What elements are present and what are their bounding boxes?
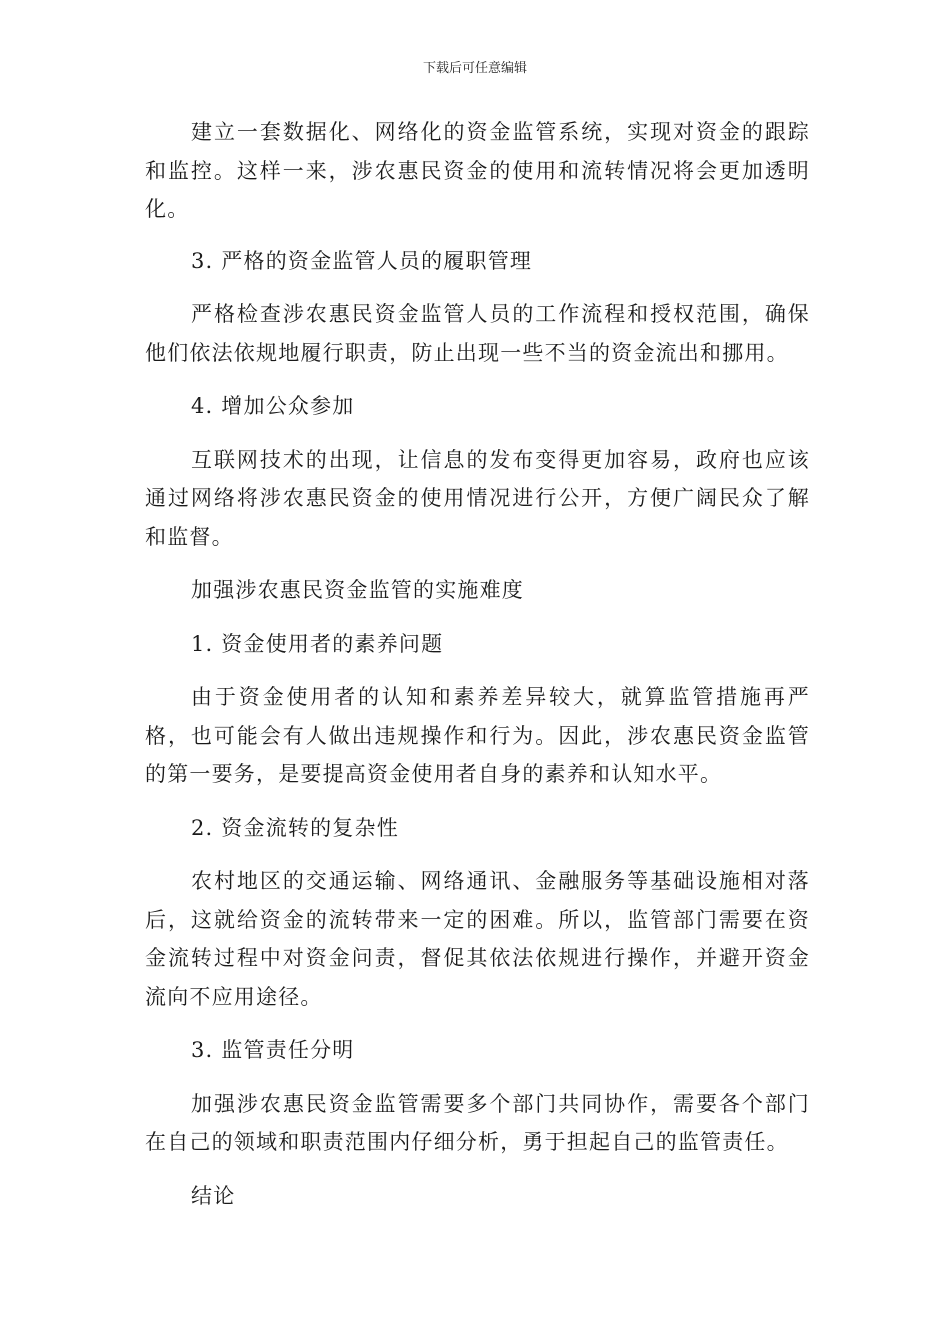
section-heading-responsibility: 3. 监管责任分明 [191, 1038, 355, 1062]
document-body [145, 113, 810, 1215]
page-header: 下载后可任意编辑 [422, 61, 527, 76]
section-heading-difficulties: 加强涉农惠民资金监管的实施难度 [191, 578, 524, 602]
paragraph-user-literacy: 由于资金使用者的认知和素养差异较大，就算监管措施再严格，也可能会有人做出违规操作和行为。因此，涉农惠民资金监管的第一要务，是要提高资金使用者自身的素养和认知水平。 [145, 685, 810, 786]
section-heading-user-literacy: 1. 资金使用者的素养问题 [191, 631, 444, 656]
paragraph-fund-complexity: 农村地区的交通运输、网络通讯、金融服务等基础设施相对落后，这就给资金的流转带来一定的困难。所以，监管部门需要在资金流转过程中对资金问责，督促其依法依规进行操作，并避开资金流向不应用途径。 [145, 869, 810, 1009]
paragraph-staff-management: 严格检查涉农惠民资金监管人员的工作流程和授权范围，确保他们依法依规地履行职责，防止出现一些不当的资金流出和挪用。 [145, 302, 810, 365]
paragraph-responsibility: 加强涉农惠民资金监管需要多个部门共同协作，需要各个部门在自己的领域和职责范围内仔细分析，勇于担起自己的监管责任。 [145, 1091, 810, 1154]
section-heading-public-participation: 4. 增加公众参加 [191, 394, 355, 418]
section-heading-staff-management: 3. 严格的资金监管人员的履职管理 [191, 248, 533, 273]
paragraph-public-participation: 互联网技术的出现，让信息的发布变得更加容易，政府也应该通过网络将涉农惠民资金的使用情况进行公开，方便广阔民众了解和监督。 [145, 447, 810, 549]
section-heading-conclusion: 结论 [191, 1183, 236, 1208]
paragraph-data-system: 建立一套数据化、网络化的资金监管系统，实现对资金的跟踪和监控。这样一来，涉农惠民资金的使用和流转情况将会更加透明化。 [145, 120, 810, 221]
section-heading-fund-complexity: 2. 资金流转的复杂性 [191, 815, 399, 840]
